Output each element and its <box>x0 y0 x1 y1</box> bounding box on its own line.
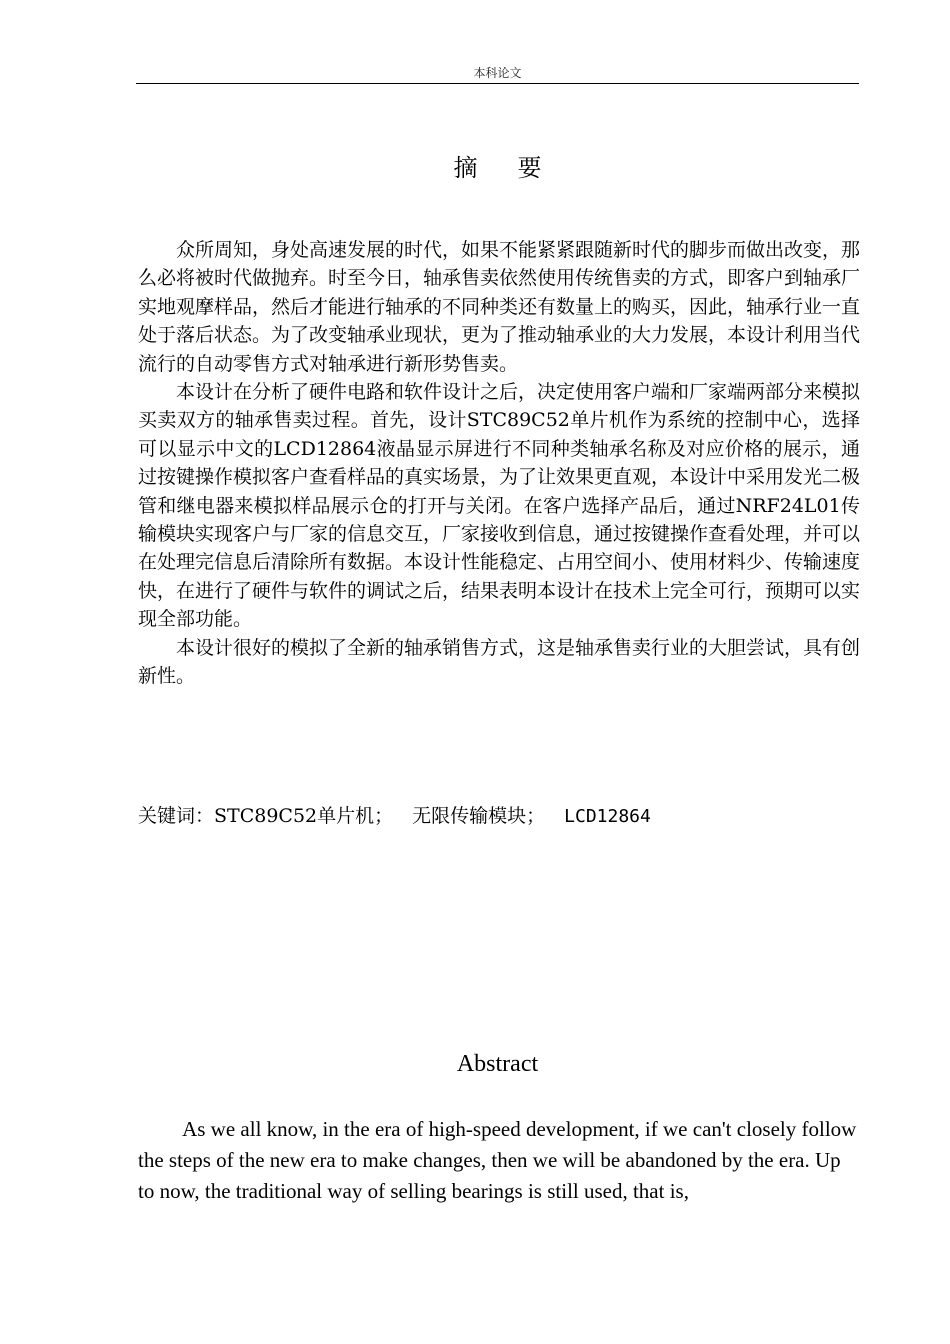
running-header: 本科论文 <box>473 66 522 80</box>
en-abstract-title: Abstract <box>456 1051 539 1077</box>
en-abstract-body <box>138 1114 860 1207</box>
cn-abstract-paragraph: 本设计很好的模拟了全新的轴承销售方式，这是轴承售卖行业的大胆尝试，具有创新性。 <box>138 636 861 688</box>
cn-abstract-paragraph: 众所周知，身处高速发展的时代，如果不能紧紧跟随新时代的脚步而做出改变，那么必将被时代做抛弃。时至今日，轴承售卖依然使用传统售卖的方式，即客户到轴承厂实地观摩样品，然后才能进行轴承的不同种类还有数量上的购买，因此，轴承行业一直处于落后状态。为了改变轴承业现状，更为了推动轴承业的大力发展，本设计利用当代流行的自动零售方式对轴承进行新形势售卖。 <box>138 239 861 375</box>
en-abstract-paragraph: As we all know, in the era of high-speed development, if we can't closely follow the steps of the new era to make changes, then we will be abandoned by the era. Up to now, the traditional way of selling bearings is still used, that is, <box>138 1117 857 1203</box>
keyword-item: 无限传输模块； <box>412 805 546 827</box>
cn-abstract-paragraph: 本设计在分析了硬件电路和软件设计之后，决定使用客户端和厂家端两部分来模拟买卖双方的轴承售卖过程。首先，设计STC89C52单片机作为系统的控制中心，选择可以显示中文的LCD12864液晶显示屏进行不同种类轴承名称及对应价格的展示，通过按键操作模拟客户查看样品的真实场景，为了让效果更直观，本设计中采用发光二极管和继电器来模拟样品展示仓的打开与关闭。在客户选择产品后，通过NRF24L01传输模块实现客户与厂家的信息交互，厂家接收到信息，通过按键操作查看处理，并可以在处理完信息后清除所有数据。本设计性能稳定、占用空间小、使用材料少、传输速度快，在进行了硬件与软件的调试之后，结果表明本设计在技术上完全可行，预期可以实现全部功能。 <box>138 381 861 631</box>
keyword-item: LCD12864 <box>564 806 651 827</box>
keywords-label: 关键词： <box>138 805 215 827</box>
cn-abstract-title: 摘要 <box>453 154 582 182</box>
keywords-line <box>138 802 860 831</box>
keyword-item: STC89C52单片机； <box>214 805 394 827</box>
cn-abstract-body <box>138 236 860 691</box>
header-rule <box>136 83 859 84</box>
